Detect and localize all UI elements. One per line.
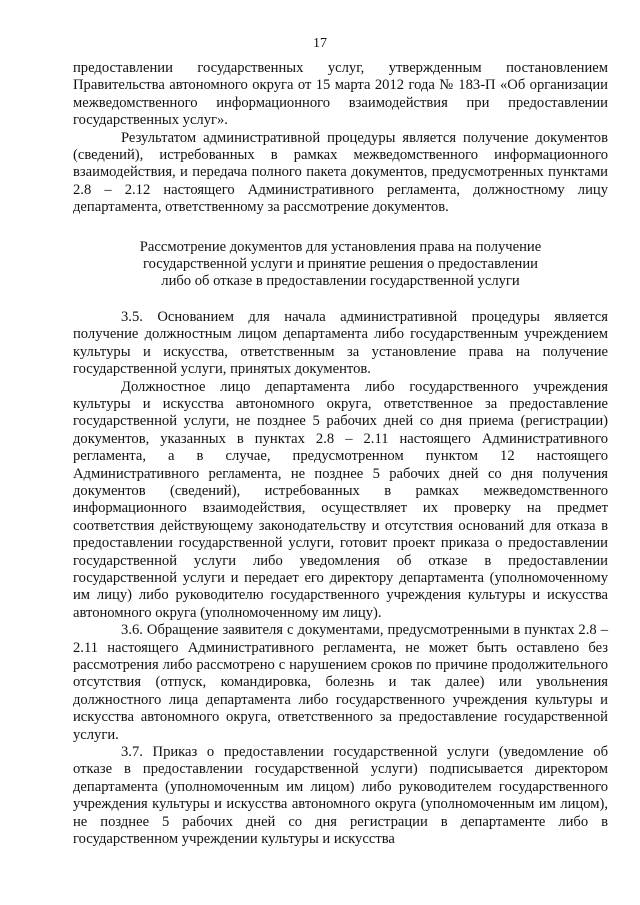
page-number: 17: [313, 36, 327, 51]
paragraph-3-7: 3.7. Приказ о предоставлении государственной услуги (уведомление об отказе в предоставлении государственной услуги) подписывается директором департамента (уполномоченным им лицом) либо руководителем государственного учреждения культуры и искусства автономного округа (уполномоченным им лицом), не позднее 5 рабочих дней со дня регистрации в департаменте либо в государственном учреждении культуры и искусства: [73, 744, 608, 848]
document-body: [73, 60, 608, 848]
section-heading-line: Рассмотрение документов для установления права на получение: [139, 238, 542, 255]
paragraph-continuation: предоставлении государственных услуг, утвержденным постановлением Правительства автономного округа от 15 марта 2012 года № 183-П «Об организации межведомственного информационного взаимодействия при предоставлении государственных услуг».: [73, 60, 608, 129]
section-heading: [73, 239, 608, 291]
section-heading-line: либо об отказе в предоставлении государственной услуги: [161, 273, 520, 290]
section-heading-line: государственной услуги и принятие решения о предоставлении: [143, 256, 538, 273]
paragraph-procedure-result: Результатом административной процедуры является получение документов (сведений), истребованных в рамках межведомственного информационного взаимодействия, и передача полного пакета документов, предусмотренных пунктами 2.8 – 2.12 настоящего Административного регламента, должностному лицу департамента, ответственному за рассмотрение документов.: [73, 129, 608, 216]
paragraph-3-6: 3.6. Обращение заявителя с документами, предусмотренными в пунктах 2.8 – 2.11 настоящего Административного регламента, не может быть оставлено без рассмотрения либо рассмотрено с нарушением сроков по причине продолжительного отсутствия (отпуск, командировка, болезнь и так далее) или увольнения должностного лица департамента либо государственного учреждения культуры и искусства автономного округа, ответственного за предоставление государственной услуги.: [73, 622, 608, 743]
paragraph-official-review: Должностное лицо департамента либо государственного учреждения культуры и искусства автономного округа, ответственное за предоставление государственной услуги, не позднее 5 рабочих дней со дня приема (регистрации) документов, указанных в пунктах 2.8 – 2.11 настоящего Административного регламента, а в случае, предусмотренном пунктом 12 настоящего Административного регламента, не позднее 5 рабочих дней со дня получения документов (сведений), истребованных в рамках межведомственного информационного взаимодействия, осуществляет их проверку на предмет соответствия действующему законодательству и отсутствия оснований для отказа в предоставлении государственной услуги, готовит проект приказа о предоставлении государственной услуги либо уведомления об отказе в предоставлении государственной услуги и передает его директору департамента (уполномоченному им лицу) либо руководителю государственного учреждения культуры и искусства автономного округа (уполномоченному им лицу).: [73, 378, 608, 621]
paragraph-3-5: 3.5. Основанием для начала административной процедуры является получение должностным лицом департамента либо государственным учреждением культуры и искусства, ответственным за установление права на получение государственной услуги, принятых документов.: [73, 308, 608, 378]
